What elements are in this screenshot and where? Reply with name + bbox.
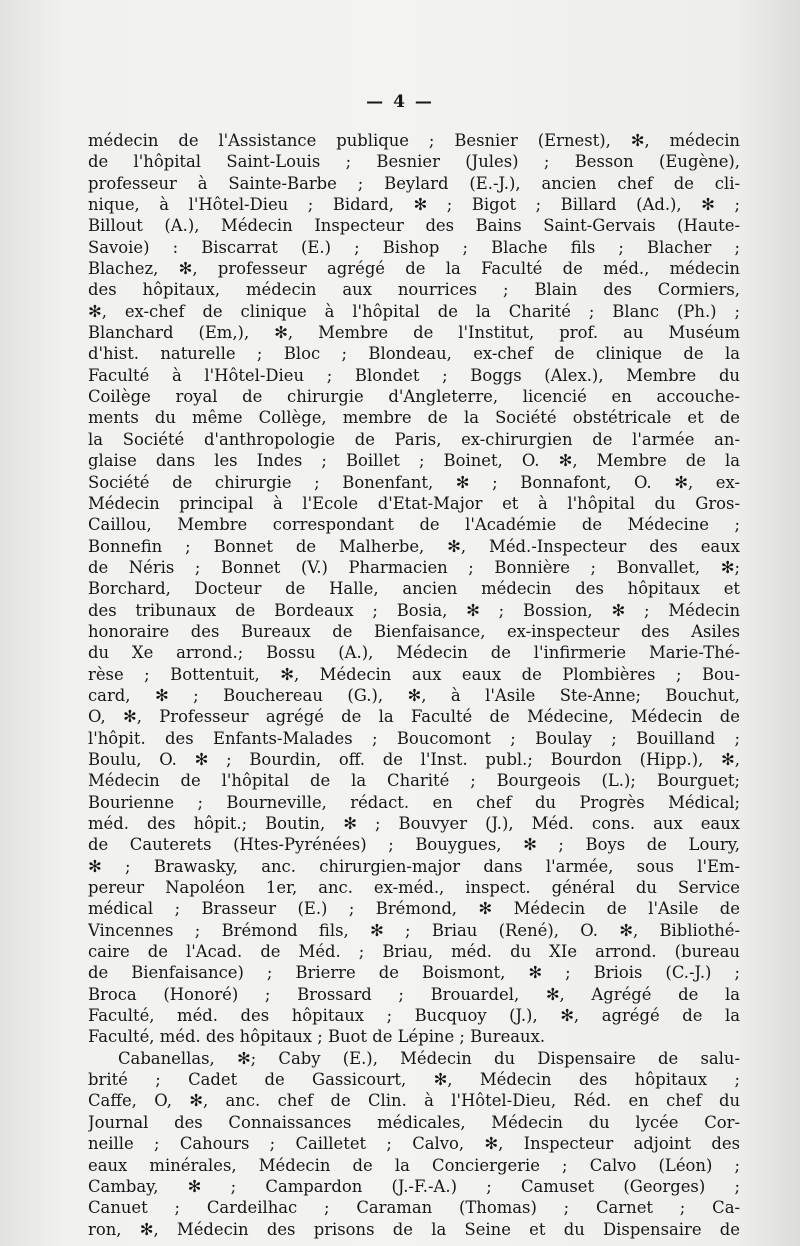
text-line: du Xe arrond.; Bossu (A.), Médecin de l'infirmerie Marie-Thé- [88,643,740,663]
text-line: des tribunaux de Bordeaux ; Bosia, ✻ ; Bossion, ✻ ; Médecin [88,600,740,620]
text-line: neille ; Cahours ; Cailletet ; Calvo, ✻, Inspecteur adjoint des [88,1134,740,1154]
text-line: Savoie) : Biscarrat (E.) ; Bishop ; Blache fils ; Blacher ; [88,237,740,257]
text-line: de l'hôpital Saint-Louis ; Besnier (Jules) ; Besson (Eugène), [88,152,740,172]
text-line: Bonnefin ; Bonnet de Malherbe, ✻, Méd.-Inspecteur des eaux [88,536,740,556]
text-line: médecin de l'Assistance publique ; Besnier (Ernest), ✻, médecin [88,131,740,150]
text-line: médical ; Brasseur (E.) ; Brémond, ✻ Médecin de l'Asile de [88,899,740,919]
text-line: la Société d'anthropologie de Paris, ex-chirurgien de l'armée an- [88,429,740,449]
text-line: Broca (Honoré) ; Brossard ; Brouardel, ✻, Agrégé de la [88,984,740,1004]
text-line: caire de l'Acad. de Méd. ; Briau, méd. du XIe arrond. (bureau [88,942,740,962]
text-line: d'hist. naturelle ; Bloc ; Blondeau, ex-chef de clinique de la [88,344,740,364]
text-line: Borchard, Docteur de Halle, ancien médecin des hôpitaux et [88,579,740,599]
page-number: — 4 — [366,92,434,112]
text-line: ✻ ; Brawasky, anc. chirurgien-major dans l'armée, sous l'Em- [88,856,740,876]
text-line: méd. des hôpit.; Boutin, ✻ ; Bouvyer (J.), Méd. cons. aux eaux [88,814,740,833]
text-line: des hôpitaux, médecin aux nourrices ; Blain des Cormiers, [88,280,740,300]
text-line: card, ✻ ; Bouchereau (G.), ✻, à l'Asile Ste-Anne; Bouchut, [88,685,740,705]
text-line: ✻, ex-chef de clinique à l'hôpital de la Charité ; Blanc (Ph.) ; [88,301,740,321]
text-line: Caffe, O, ✻, anc. chef de Clin. à l'Hôtel-Dieu, Réd. en chef du [88,1091,740,1111]
text-line: pereur Napoléon 1er, anc. ex-méd., inspect. général du Service [88,878,740,898]
text-line: Journal des Connaissances médicales, Médecin du lycée Cor- [88,1112,740,1132]
text-line: Bourienne ; Bourneville, rédact. en chef du Progrès Médical; [88,792,740,812]
text-line: glaise dans les Indes ; Boillet ; Boinet, O. ✻, Membre de la [88,451,740,471]
text-line: de Bienfaisance) ; Brierre de Boismont, ✻ ; Briois (C.-J.) ; [88,963,740,983]
text-line: Coilège royal de chirurgie d'Angleterre, licencié en accouche- [88,387,740,407]
text-line: Blachez, ✻, professeur agrégé de la Faculté de méd., médecin [88,259,740,279]
text-line: Faculté à l'Hôtel-Dieu ; Blondet ; Boggs (Alex.), Membre du [88,365,740,385]
text-line: ments du même Collège, membre de la Société obstétricale et de [88,408,740,428]
text-line: Faculté, méd. des hôpitaux ; Buot de Lépine ; Bureaux. [88,1027,546,1047]
text-line: de Cauterets (Htes-Pyrénées) ; Bouygues, ✻ ; Boys de Loury, [88,835,740,855]
text-line: l'hôpit. des Enfants-Malades ; Boucomont ; Boulay ; Bouilland ; [88,728,740,748]
text-line: Médecin principal à l'Ecole d'Etat-Major et à l'hôpital du Gros- [88,493,740,513]
text-line: ron, ✻, Médecin des prisons de la Seine et du Dispensaire de [88,1219,740,1239]
text-line: Billout (A.), Médecin Inspecteur des Bains Saint-Gervais (Haute- [88,216,740,236]
text-line: Médecin de l'hôpital de la Charité ; Bourgeois (L.); Bourguet; [88,771,740,791]
text-line: nique, à l'Hôtel-Dieu ; Bidard, ✻ ; Bigot ; Billard (Ad.), ✻ ; [88,195,740,215]
text-line: eaux minérales, Médecin de la Conciergerie ; Calvo (Léon) ; [88,1155,740,1175]
text-line: brité ; Cadet de Gassicourt, ✻, Médecin des hôpitaux ; [88,1070,740,1090]
text-line: Cambay, ✻ ; Campardon (J.-F.-A.) ; Camuset (Georges) ; [88,1176,740,1196]
text-line: Faculté, méd. des hôpitaux ; Bucquoy (J.), ✻, agrégé de la [88,1006,740,1026]
text-line: Cabanellas, ✻; Caby (E.), Médecin du Dispensaire de salu- [118,1048,740,1068]
text-line: honoraire des Bureaux de Bienfaisance, ex-inspecteur des Asiles [88,621,740,641]
text-line: Blanchard (Em,), ✻, Membre de l'Institut, prof. au Muséum [88,323,740,343]
text-line: de Néris ; Bonnet (V.) Pharmacien ; Bonnière ; Bonvallet, ✻; [88,557,740,577]
text-line: Caillou, Membre correspondant de l'Académie de Médecine ; [88,515,740,535]
text-line: rèse ; Bottentuit, ✻, Médecin aux eaux de Plombières ; Bou- [88,664,740,684]
text-line: Boulu, O. ✻ ; Bourdin, off. de l'Inst. publ.; Bourdon (Hipp.), ✻, [88,749,740,769]
text-line: O, ✻, Professeur agrégé de la Faculté de Médecine, Médecin de [88,707,740,727]
text-line: Vincennes ; Brémond fils, ✻ ; Briau (René), O. ✻, Bibliothé- [88,920,740,940]
body-text [88,130,740,1240]
text-line: Société de chirurgie ; Bonenfant, ✻ ; Bonnafont, O. ✻, ex- [88,472,740,492]
text-line: Canuet ; Cardeilhac ; Caraman (Thomas) ; Carnet ; Ca- [88,1198,740,1218]
text-line: professeur à Sainte-Barbe ; Beylard (E.-J.), ancien chef de cli- [88,173,740,193]
